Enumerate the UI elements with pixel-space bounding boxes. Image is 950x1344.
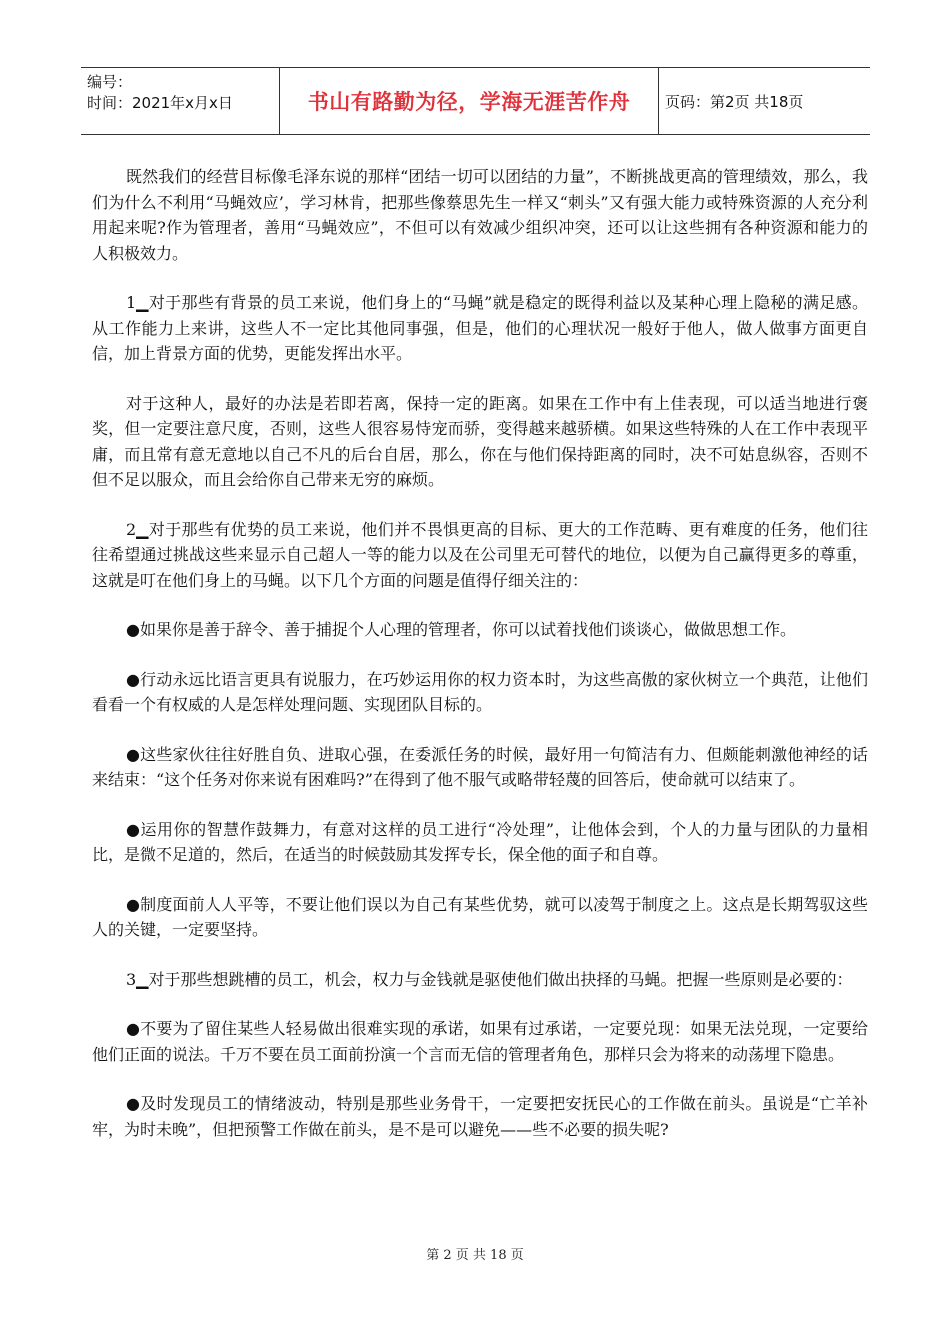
bullet-item: ●这些家伙往往好胜自负、进取心强，在委派任务的时候，最好用一句简洁有力、但颇能刺激他神经的话来结束：“这个任务对你来说有困难吗?”在得到了他不服气或略带轻蔑的回答后，使命就可以结束了。 <box>92 744 868 789</box>
bullet-item: ●不要为了留住某些人轻易做出很难实现的承诺，如果有过承诺，一定要兑现：如果无法兑现，一定要给他们正面的说法。千万不要在员工面前扮演一个言而无信的管理者角色，那样只会为将来的动荡埋下隐患。 <box>92 1019 868 1064</box>
bullet-item: ●行动永远比语言更具有说服力，在巧妙运用你的权力资本时，为这些高傲的家伙树立一个典范，让他们看看一个有权威的人是怎样处理问题、实现团队目标的。 <box>92 669 868 714</box>
paragraph-section-3: 3▁对于那些想跳槽的员工，机会，权力与金钱就是驱使他们做出抉择的马蝇。把握一些原则是必要的： <box>126 969 853 989</box>
bullet-item: ●运用你的智慧作鼓舞力，有意对这样的员工进行“冷处理”，让他体会到，个人的力量与团队的力量相比，是微不足道的，然后，在适当的时候鼓励其发挥专长，保全他的面子和自尊。 <box>92 819 868 864</box>
bullet-item: ●制度面前人人平等，不要让他们误以为自己有某些优势，就可以凌驾于制度之上。这点是长期驾驭这些人的关键，一定要坚持。 <box>92 894 868 939</box>
page-header <box>81 67 870 135</box>
paragraph-section-2: 2▁对于那些有优势的员工来说，他们并不畏惧更高的目标、更大的工作范畴、更有难度的任务，他们往往希望通过挑战这些来显示自己超人一等的能力以及在公司里无可替代的地位，以便为自己赢得更多的尊重，这就是叮在他们身上的马蝇。以下几个方面的问题是值得仔细关注的： <box>92 519 868 590</box>
header-page-info: 页码：第2页 共18页 <box>665 92 804 111</box>
page-footer: 第 2 页 共 18 页 <box>426 1248 524 1263</box>
paragraph-section-1-advice: 对于这种人，最好的办法是若即若离，保持一定的距离。如果在工作中有上佳表现，可以适当地进行褒奖，但一定要注意尺度，否则，这些人很容易恃宠而骄，变得越来越骄横。如果这些特殊的人在工作中表现平庸，而且常有意无意地以自己不凡的后台自居，那么，你在与他们保持距离的同时，决不可姑息纵容，否则不但不足以服众，而且会给你自己带来无穷的麻烦。 <box>92 393 868 489</box>
paragraph-intro: 既然我们的经营目标像毛泽东说的那样“团结一切可以团结的力量”，不断挑战更高的管理绩效，那么，我们为什么不利用“马蝇效应’，学习林肯，把那些像蔡思先生一样又“刺头”又有强大能力或特殊资源的人充分利用起来呢?作为管理者，善用“马蝇效应”，不但可以有效减少组织冲突，还可以让这些拥有各种资源和能力的人积极效力。 <box>92 167 868 263</box>
bullet-item: ●及时发现员工的情绪波动，特别是那些业务骨干，一定要把安抚民心的工作做在前头。虽说是“亡羊补牢，为时未晚”，但把预警工作做在前头，是不是可以避免——些不必要的损失呢? <box>92 1094 868 1139</box>
document-date-label: 时间：2021年x月x日 <box>87 94 233 112</box>
paragraph-section-1: 1▁对于那些有背景的员工来说，他们身上的“马蝇”就是稳定的既得利益以及某种心理上隐秘的满足感。从工作能力上来讲，这些人不一定比其他同事强，但是，他们的心理状况一般好于他人，做人做事方面更自信，加上背景方面的优势，更能发挥出水平。 <box>92 293 868 363</box>
document-body <box>92 164 868 1166</box>
bullet-item: ●如果你是善于辞令、善于捕捉个人心理的管理者，你可以试着找他们谈谈心，做做思想工作。 <box>126 620 796 639</box>
document-number-label: 编号： <box>87 73 133 91</box>
header-left-cell <box>81 68 280 134</box>
header-motto: 书山有路勤为径，学海无涯苦作舟 <box>280 68 659 134</box>
